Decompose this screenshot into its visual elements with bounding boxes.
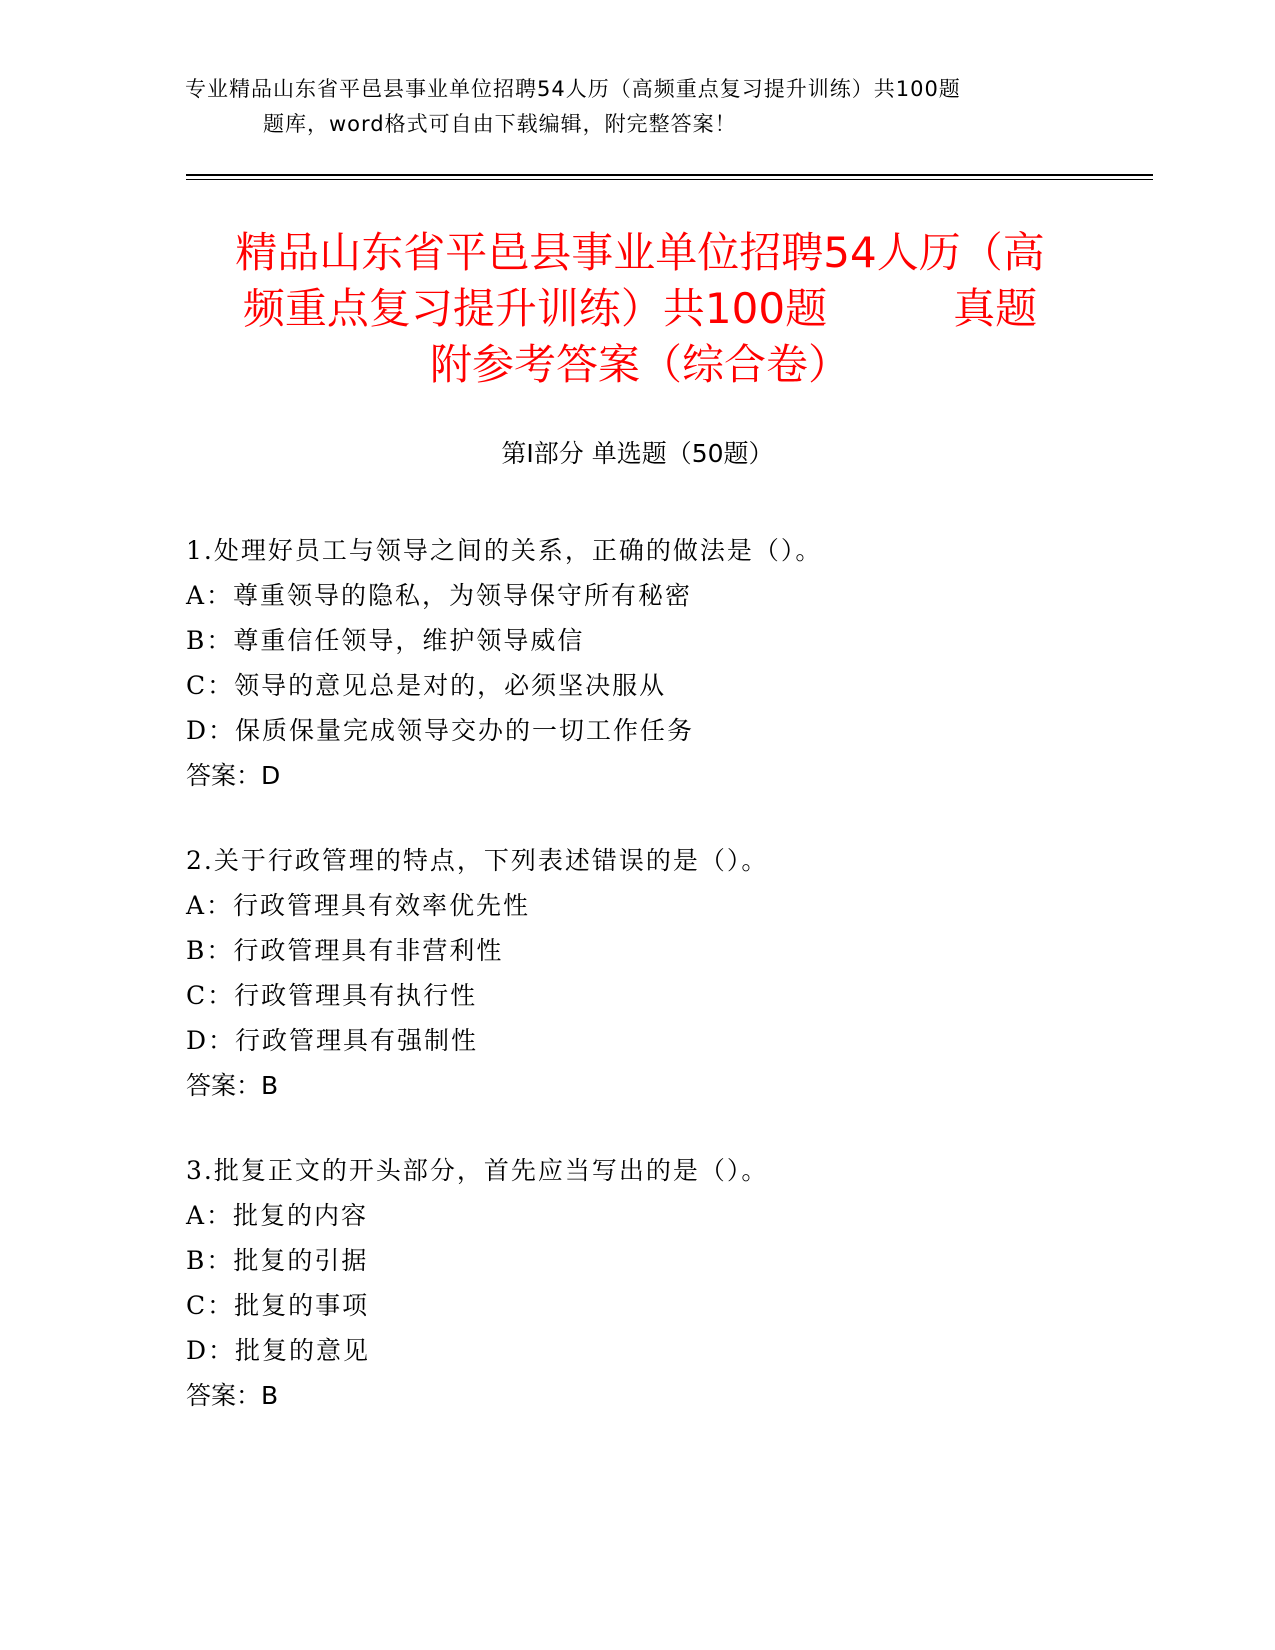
document-title-line-2: 频重点复习提升训练）共100题 真题 — [242, 284, 1038, 333]
header-divider-thick — [186, 174, 1153, 176]
question-1 — [186, 528, 1146, 798]
option-d: D：行政管理具有强制性 — [186, 1026, 479, 1055]
section-title: 第Ⅰ部分 单选题（50题） — [501, 439, 774, 468]
option-d: D：批复的意见 — [186, 1336, 371, 1365]
header-note — [185, 72, 1085, 142]
answer: 答案：B — [186, 1381, 279, 1410]
option-a: A：尊重领导的隐私，为领导保守所有秘密 — [186, 581, 693, 610]
option-b: B：批复的引据 — [186, 1246, 369, 1275]
option-c: C：行政管理具有执行性 — [186, 981, 478, 1010]
question-list — [186, 528, 1146, 1458]
option-b: B：尊重信任领导，维护领导威信 — [186, 626, 585, 655]
option-a: A：行政管理具有效率优先性 — [186, 891, 531, 920]
header-note-line-2: 题库，word格式可自由下载编辑，附完整答案！ — [263, 112, 737, 136]
question-stem: 2.关于行政管理的特点，下列表述错误的是（）。 — [186, 846, 769, 875]
document-title-line-3: 附参考答案（综合卷） — [429, 340, 850, 389]
answer: 答案：B — [186, 1071, 279, 1100]
header-note-line-1: 专业精品山东省平邑县事业单位招聘54人历（高频重点复习提升训练）共100题 — [185, 77, 961, 101]
option-c: C：领导的意见总是对的，必须坚决服从 — [186, 671, 667, 700]
header-divider-thin — [186, 179, 1153, 180]
option-c: C：批复的事项 — [186, 1291, 370, 1320]
question-3 — [186, 1148, 1146, 1418]
document-title-line-1: 精品山东省平邑县事业单位招聘54人历（高 — [235, 228, 1045, 277]
option-a: A：批复的内容 — [186, 1201, 369, 1230]
question-stem: 1.处理好员工与领导之间的关系，正确的做法是（）。 — [186, 536, 823, 565]
option-d: D：保质保量完成领导交办的一切工作任务 — [186, 716, 695, 745]
question-stem: 3.批复正文的开头部分，首先应当写出的是（）。 — [186, 1156, 769, 1185]
question-2 — [186, 838, 1146, 1108]
answer: 答案：D — [186, 761, 281, 790]
option-b: B：行政管理具有非营利性 — [186, 936, 504, 965]
document-title — [180, 225, 1100, 393]
